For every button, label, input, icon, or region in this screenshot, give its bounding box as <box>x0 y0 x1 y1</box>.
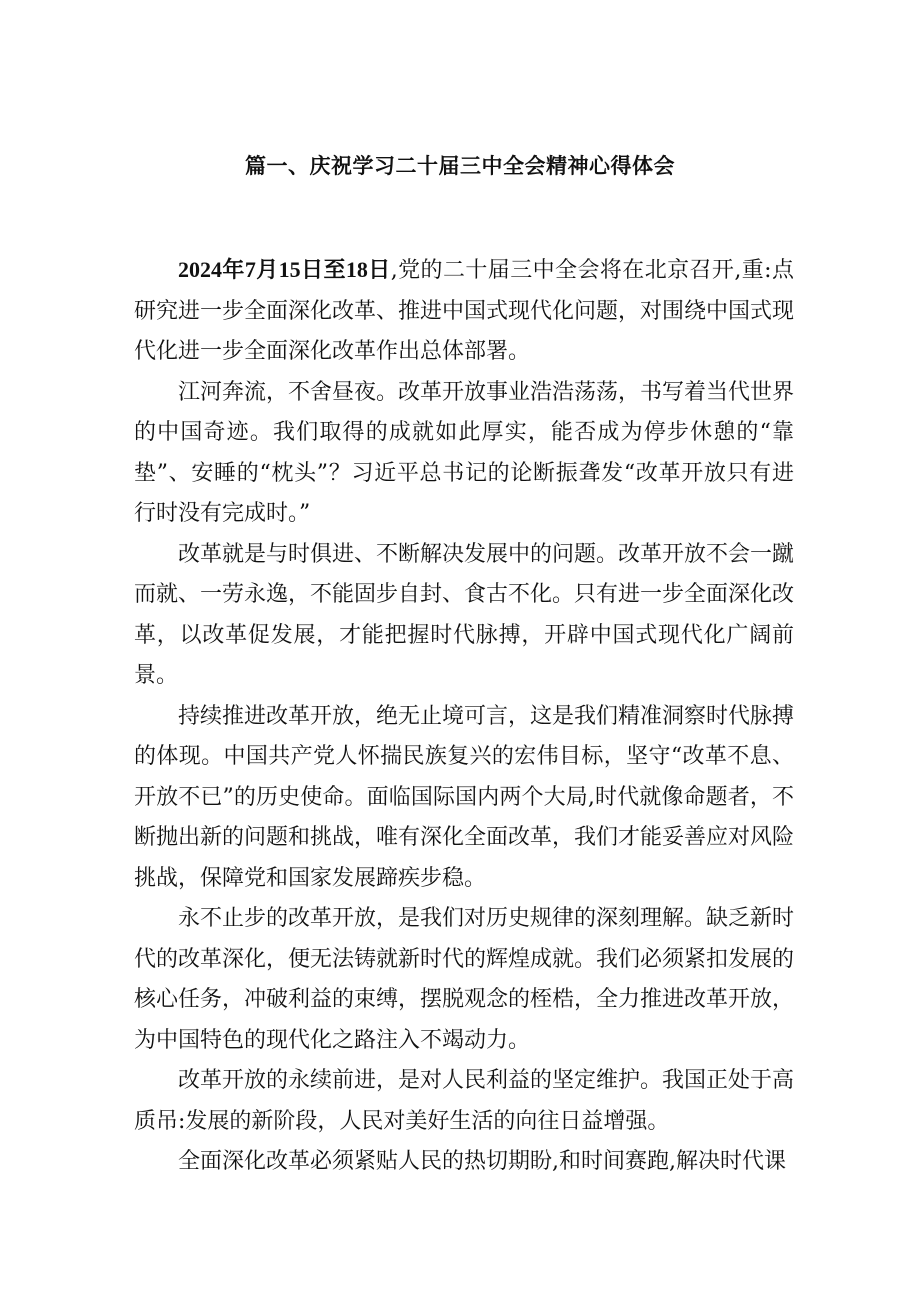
paragraph-5: 永不止步的改革开放，是我们对历史规律的深刻理解。缺乏新时代的改革深化，便无法铸就新时代的辉煌成就。我们必须紧扣发展的核心任务，冲破利益的束缚，摆脱观念的桎梏，全力推进改革开放，为中国特色的现代化之路注入不竭动力。 <box>134 906 795 1053</box>
paragraph-2: 江河奔流，不舍昼夜。改革开放事业浩浩荡荡，书写着当代世界的中国奇迹。我们取得的成就如此厚实，能否成为停步休憩的“靠垫”、安睡的“枕头”？习近平总书记的论断振聋发“改革开放只有进行时没有完成时。” <box>134 379 795 526</box>
paragraph-7: 全面深化改革必须紧贴人民的热切期盼,和时间赛跑,解决时代课 <box>178 1149 786 1174</box>
document-title: 篇一、庆祝学习二十届三中全会精神心得体会 <box>245 153 675 178</box>
document-body <box>134 250 794 1183</box>
paragraph-4: 持续推进改革开放，绝无止境可言，这是我们精准洞察时代脉搏的体现。中国共产党人怀揣民族复兴的宏伟目标，坚守“改革不息、开放不已”的历史使命。面临国际国内两个大局,时代就像命题者，不断抛出新的问题和挑战，唯有深化全面改革，我们才能妥善应对风险挑战，保障党和国家发展蹄疾步稳。 <box>134 703 795 891</box>
paragraph-1-text: ,党的二十届三中全会将在北京召开,重:点研究进一步全面深化改革、推进中国式现代化问题，对围绕中国式现代化进一步全面深化改革作出总体部署。 <box>134 258 795 364</box>
paragraph-1-date: 2024年7月15日至18日 <box>178 257 391 282</box>
paragraph-3: 改革就是与时俱进、不断解决发展中的问题。改革开放不会一蹴而就、一劳永逸，不能固步自封、食古不化。只有进一步全面深化改革，以改革促发展，才能把握时代脉搏，开辟中国式现代化广阔前景。 <box>134 541 795 688</box>
paragraph-6: 改革开放的永续前进，是对人民利益的坚定维护。我国正处于高质吊:发展的新阶段，人民对美好生活的向往日益增强。 <box>134 1068 795 1134</box>
paragraph-1 <box>134 250 794 373</box>
